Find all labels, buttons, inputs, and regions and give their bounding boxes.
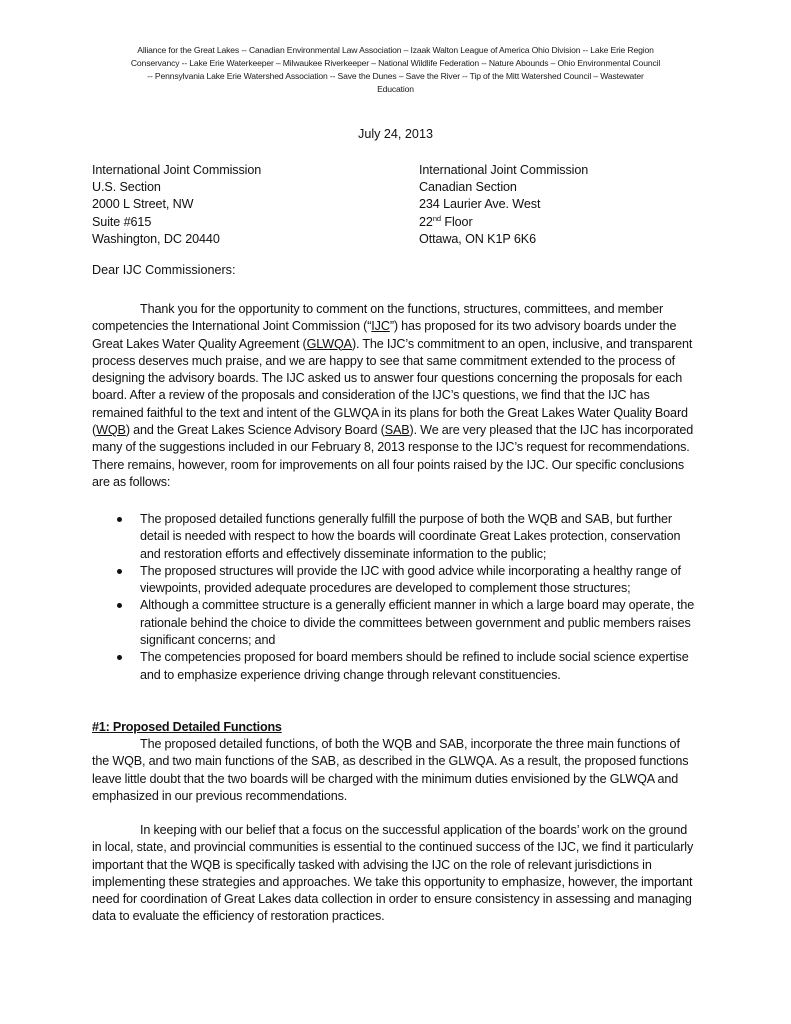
recipient-city: Washington, DC 20440 — [92, 231, 220, 246]
letterhead-coalition-members — [88, 44, 703, 96]
recipient-floor — [419, 214, 588, 231]
intro-paragraph — [92, 301, 697, 491]
bullet-icon — [117, 569, 122, 574]
text-run: ). We are very pleased that the IJC has incorporated many of the suggestions included in our February 8, 2013 response to the IJC’s request for recommendations. There remains, however, room for improvements on all four points raised by the IJC. Our specific conclusions are as follows: — [92, 423, 694, 489]
letterhead-line: -- Pennsylvania Lake Erie Watershed Association -- Save the Dunes – Save the River -- Tip of the Mitt Watershed Council – Wastewater — [147, 71, 644, 81]
bullet-icon — [117, 517, 122, 522]
bullet-icon — [117, 603, 122, 608]
letterhead-line: Alliance for the Great Lakes -- Canadian Environmental Law Association – Izaak Walton League of America Ohio Division -- Lake Erie Region — [137, 45, 654, 55]
recipient-street: 234 Laurier Ave. West — [419, 197, 541, 212]
floor-ordinal-suffix: nd — [432, 213, 441, 223]
recipient-section: Canadian Section — [419, 180, 517, 195]
list-item-text: The proposed structures will provide the IJC with good advice while incorporating a healthy range of viewpoints, provided adequate procedures are developed to complement those structures; — [140, 563, 681, 596]
acronym-ijc: IJC — [371, 319, 390, 334]
recipient-address-canada — [419, 162, 588, 248]
list-item — [92, 563, 697, 598]
list-item — [92, 597, 697, 649]
paragraph-text: The proposed detailed functions, of both the WQB and SAB, incorporate the three main functions of the WQB, and two main functions of the SAB, as described in the GLWQA. As a result, the proposed functions leave little doubt that the two boards will be charged with the minimum duties envisioned by the GLWQA and emphasized in our previous recommendations. — [92, 737, 689, 803]
list-item — [92, 511, 697, 563]
section-paragraph — [92, 822, 697, 926]
recipient-suite: Suite #615 — [92, 214, 152, 229]
recipient-name: International Joint Commission — [419, 163, 589, 177]
salutation: Dear IJC Commissioners: — [92, 263, 236, 277]
recipient-street: 2000 L Street, NW — [92, 197, 194, 212]
text-run: ”) has proposed for its two advisory boards under the Great Lakes Water Quality Agreement ( — [92, 319, 677, 351]
floor-number: 22 — [419, 214, 433, 229]
recipient-name: International Joint Commission — [92, 163, 262, 177]
conclusions-list — [92, 511, 697, 684]
list-item — [92, 649, 697, 684]
letterhead-line: Conservancy -- Lake Erie Waterkeeper – Milwaukee Riverkeeper – National Wildlife Federation -- Nature Abounds – Ohio Environmental Council — [130, 58, 661, 68]
text-run: ) and the Great Lakes Science Advisory Board ( — [125, 423, 385, 438]
list-item-text: The proposed detailed functions generally fulfill the purpose of both the WQB and SAB, but further detail is needed with respect to how the boards will coordinate Great Lakes protection, conservation and restoration efforts and effectively disseminate information to the public; — [140, 512, 681, 561]
recipient-section: U.S. Section — [92, 180, 161, 195]
list-item-text: Although a committee structure is a generally efficient manner in which a large board may operate, the rationale behind the choice to divide the committees between government and public members raises significant concerns; and — [140, 598, 695, 648]
floor-label: Floor — [440, 214, 473, 229]
acronym-glwqa: GLWQA — [306, 336, 352, 351]
acronym-sab: SAB — [384, 423, 410, 438]
list-item-text: The competencies proposed for board members should be refined to include social science expertise and to emphasize experience driving change through relevant constituencies. — [140, 650, 689, 682]
section-heading: #1: Proposed Detailed Functions — [92, 720, 282, 734]
recipient-address-us — [92, 162, 261, 248]
acronym-wqb: WQB — [96, 423, 126, 438]
letter-date: July 24, 2013 — [358, 127, 433, 141]
text-run: Thank you for the opportunity to comment on the functions, structures, committees, and member competencies the International Joint Commission (“ — [92, 302, 664, 334]
text-run: ). The IJC’s commitment to an open, inclusive, and transparent process deserves much praise, and we are happy to see that same commitment extended to the process of designing the advisory boards. The IJC asked us to answer four questions concerning the proposals for each board. After a review of the proposals and consideration of the IJC’s questions, we find that the IJC has remained faithful to the text and intent of the GLWQA in its plans for both the Great Lakes Water Quality Board ( — [92, 336, 693, 438]
paragraph-text: In keeping with our belief that a focus on the successful application of the boards’ work on the ground in local, state, and provincial communities is essential to the continued success of the IJC, we find it particularly important that the WQB is specifically tasked with advising the IJC on the role of relevant jurisdictions in implementing these strategies and approaches. We take this opportunity to emphasize, however, the important need for coordination of Great Lakes data collection in order to ensure consistency in assessing and managing data to evaluate the efficiency of restoration practices. — [92, 823, 694, 924]
bullet-icon — [117, 655, 122, 660]
intro-paragraph-text — [92, 301, 697, 491]
recipient-city: Ottawa, ON K1P 6K6 — [419, 231, 536, 246]
section-paragraph — [92, 736, 697, 805]
letterhead-line: Education — [377, 84, 414, 94]
